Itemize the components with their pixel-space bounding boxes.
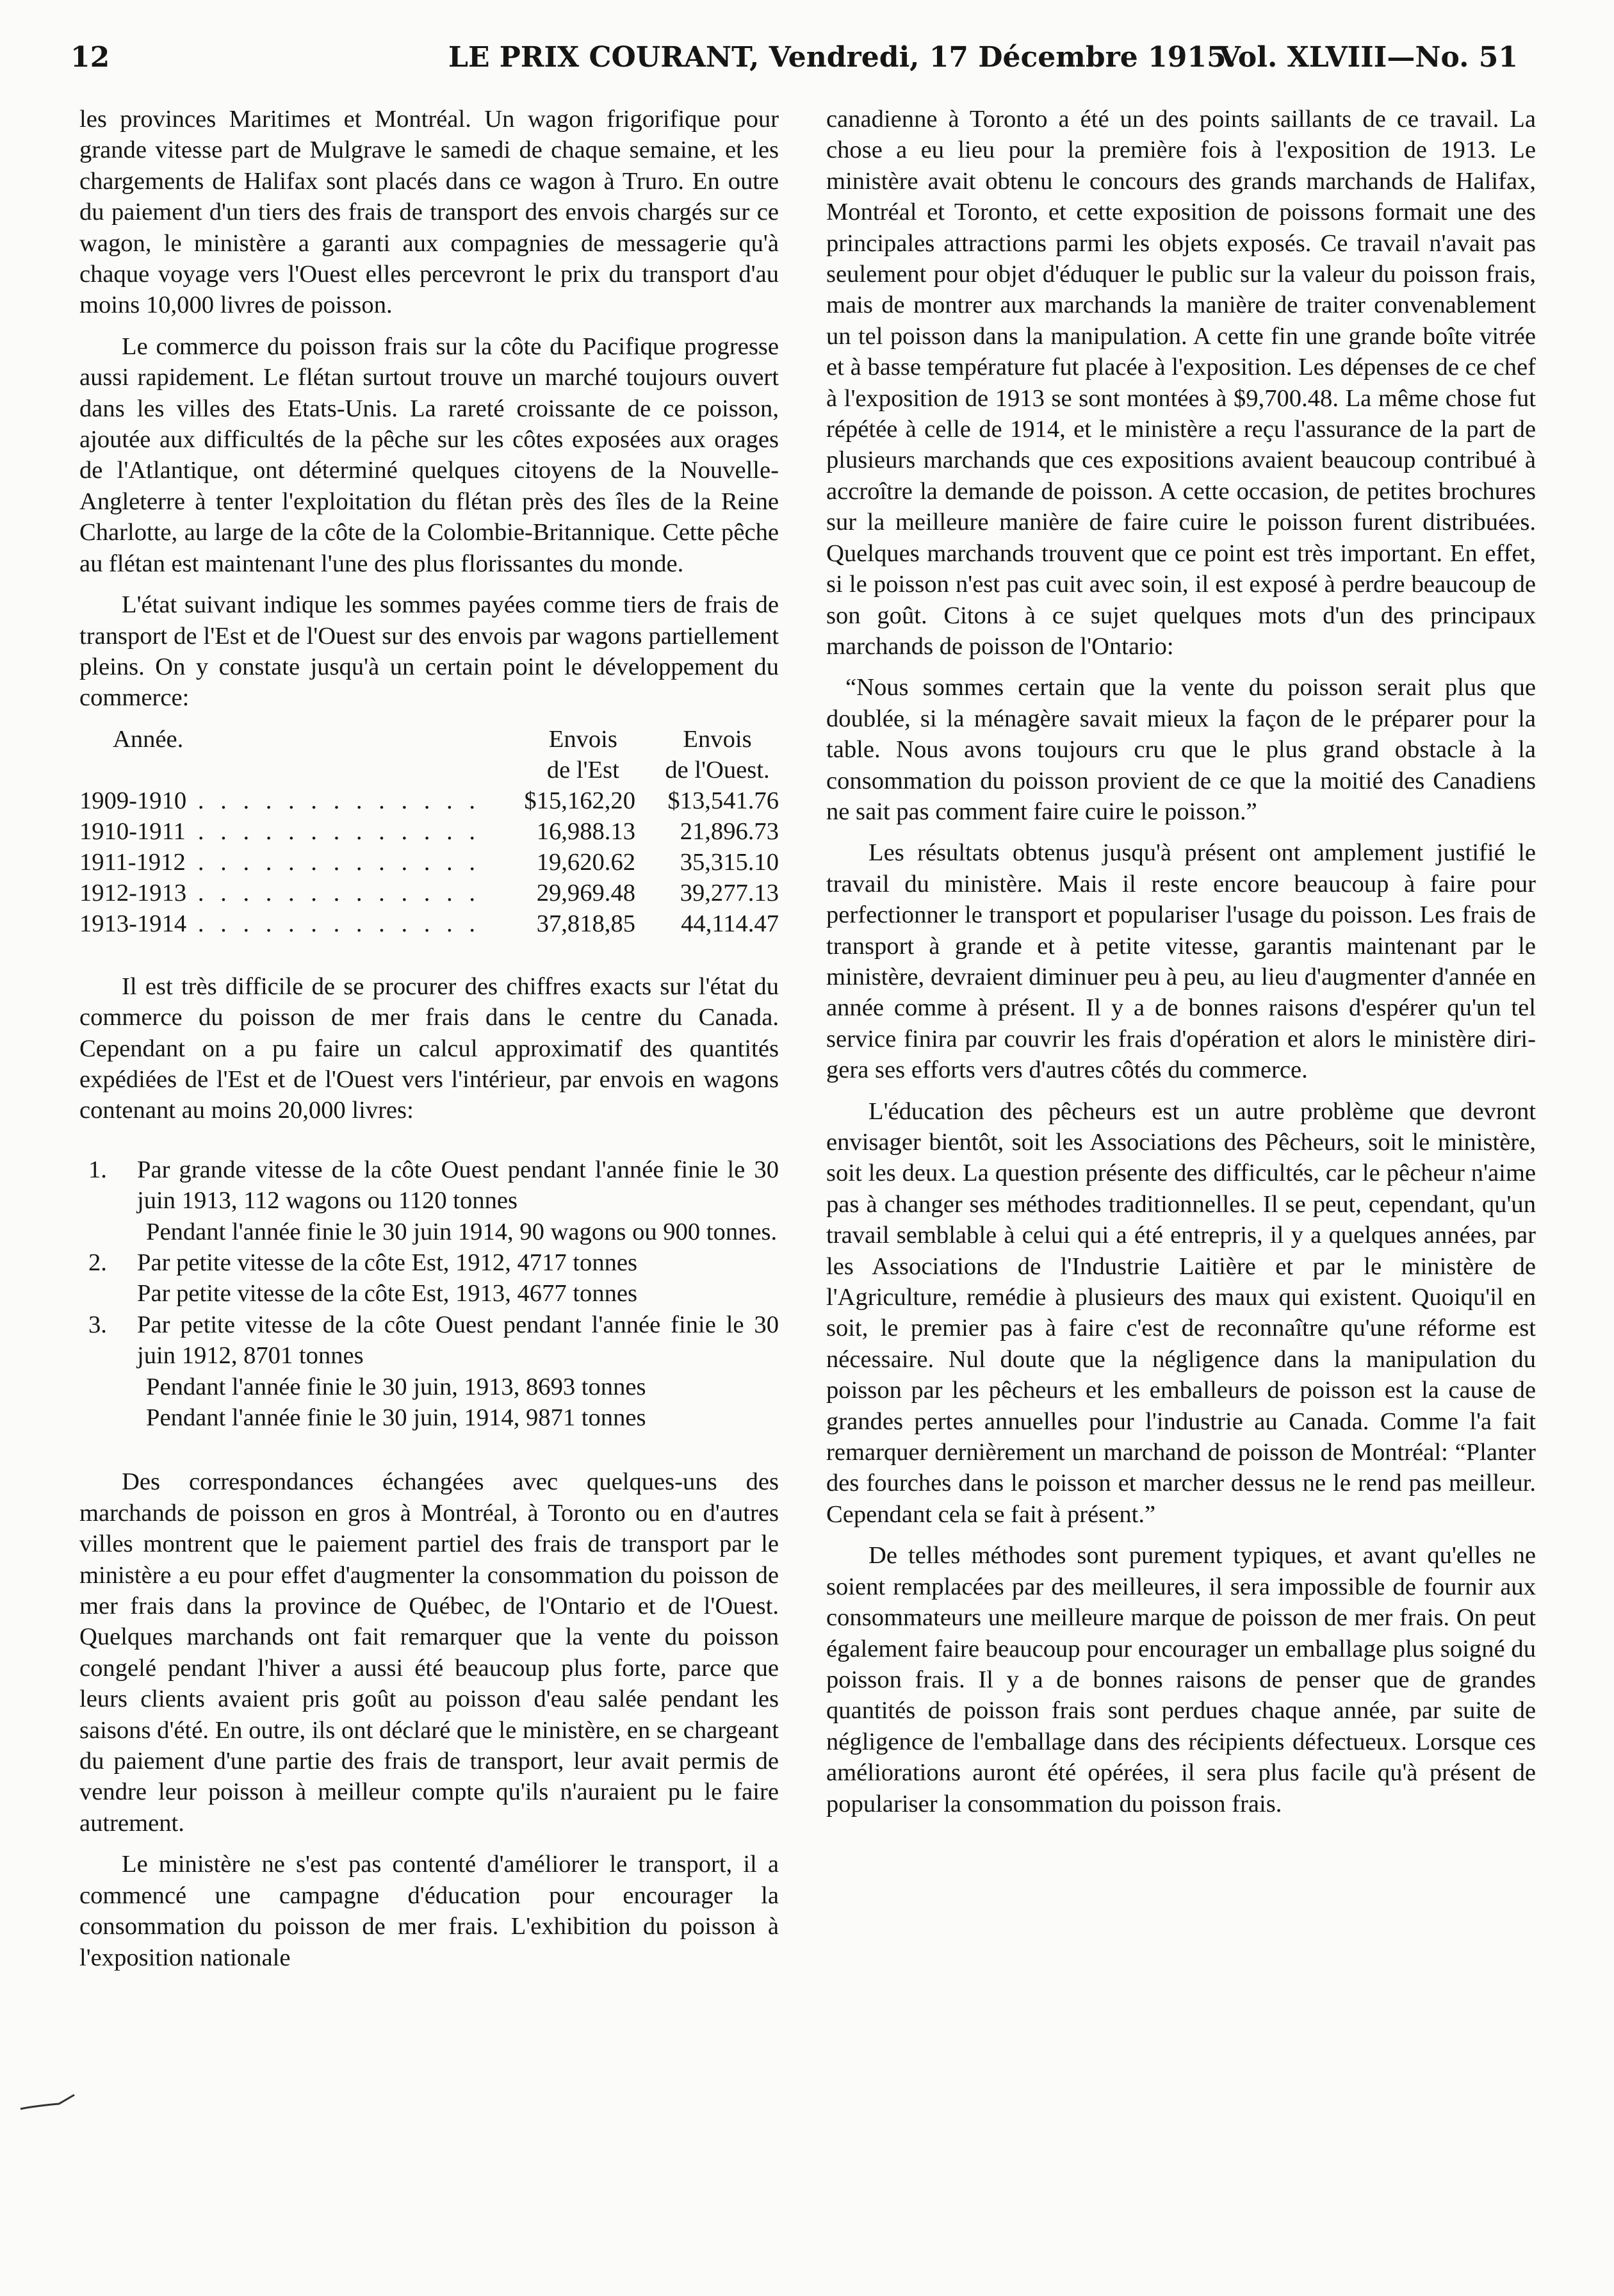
paragraph: De telles méthodes sont purement typiques, et avant qu'elles ne soient remplacées par des meilleures, il sera impossible de fournir aux consommateurs une meilleure marque de poisson de mer frais. On peut également faire beaucoup pour encourager un emballage plus soigné du poisson frais. Il y a de bonnes raisons de penser que de grandes quantités de poisson frais sont perdues chaque année, par suite de négligence de l'emballage dans des récipients défectueux. Lorsque ces améliorations auront été opérées, il sera plus facile qu'à présent de populariser la consommation du poisson frais. [826,1542,1536,1817]
paragraph: Les résultats obtenus jusqu'à présent ont amplement justifié le travail du ministère. Mais il reste encore beaucoup à faire pour perfectionner le transport et populariser l'usage du poisson. Les frais de transport à grande et à petite vitesse, garantis maintenant par le ministère, devraient diminuer peu à peu, au lieu d'augmenter d'année en année comme à présent. Il y a de bonnes raisons d'espérer qu'un tel service finira par couvrir les frais d'opération et alors le ministère dirigera ses efforts vers d'autres côtés du commerce. [826,839,1536,1084]
west-value: 44,114.47 [681,910,779,937]
east-value: $15,162,20 [524,787,636,814]
list-number: 2. [88,1249,107,1276]
leader-dots: . . . . . . . . . . . . . [197,848,480,876]
publication-title: LE PRIX COURANT, Vendredi, 17 Décembre 1915. [448,41,1236,74]
paragraph: Des correspondances échangées avec quelques-uns des marchands de poisson en gros à Montréal, à Toronto ou en d'autres villes montrent que le paiement partiel des frais de transport par le ministère a eu pour effet d'augmenter la consommation du poisson de mer frais dans la province de Québec, de l'Ontario et de l'Ouest. Quelques marchands ont fait remarquer que la vente du poisson congelé pendant l'hiver a aussi été beaucoup plus forte, parce que leurs clients avaient pris goût au poisson d'eau salée pendant les saisons d'été. En outre, ils ont déclaré que le ministère, en se chargeant du paiement d'une partie des frais de transport, leur avait permis de vendre leur poisson à meilleur compte qu'ils n'auraient pu le faire autrement. [79,1468,779,1837]
page-header [70,36,1518,81]
leader-dots: . . . . . . . . . . . . . [197,910,480,937]
west-value: $13,541.76 [667,787,779,814]
table-header-row [79,724,779,785]
year-cell: 1911-1912 [79,848,186,876]
table-row [79,847,779,878]
volume-number: Vol. XLVIII—No. 51 [1218,41,1518,74]
year-cell: 1910-1911 [79,817,186,845]
page-number: 12 [70,41,110,74]
east-header: Envois de l'Est [546,725,619,783]
west-value: 35,315.10 [680,848,779,876]
list-number: 1. [88,1156,107,1183]
east-value: 29,969.48 [536,879,636,906]
east-value: 19,620.62 [536,848,636,876]
list-item: 3. Par petite vitesse de la côte Ouest pendant l'année finie le 30 juin 1912, 8701 tonnes Pendant l'année finie le 30 juin, 1913, 8693 tonnes Pendant l'année finie le 30 juin, 1914, 9871 tonnes [79,1309,779,1434]
shipment-volume-list [79,1154,779,1434]
east-value: 37,818,85 [536,910,636,937]
table-row [79,785,779,816]
leader-dots: . . . . . . . . . . . . . [197,787,480,814]
east-value: 16,988.13 [536,817,636,845]
margin-pencil-mark [19,2090,77,2115]
list-number: 3. [88,1311,107,1338]
paragraph: canadienne à Toronto a été un des points saillants de ce travail. La chose a eu lieu pour la première fois à l'exposition de 1913. Le ministère avait obtenu le concours des grands marchands de Halifax, Montréal et Toronto, et cette exposition de poissons formait une des principales attractions parmi les objets exposés. Ce travail n'avait pas seulement pour objet d'éduquer le public sur la valeur du poisson frais, mais de montrer aux marchands la manière de traiter convenablement un tel poisson dans la manipulation. A cette fin une grande boîte vitrée et à basse température fut placée à l'exposition. Les dépenses de ce chef à l'exposition de 1913 se sont montées à $9,700.48. La même chose fut répétée à celle de 1914, et le ministère a reçu l'assurance de la part de plusieurs marchands que ces expositions avaient beaucoup contribué à accroître la demande de poisson. A cette occasion, de petites brochures sur la meilleure manière de faire cuire le poisson furent distribuées. Quelques marchands trouvent que ce point est très important. En effet, si le poisson n'est pas cuit avec soin, il est exposé à perdre beaucoup de son goût. Citons à ce sujet quelques mots d'un des principaux marchands de poisson de l'Ontario: [826,106,1536,660]
shipments-table [79,724,779,939]
paragraph: les provinces Maritimes et Montréal. Un wagon frigorifique pour grande vitesse part de Mulgrave le samedi de chaque semaine, et les chargements de Halifax sont placés dans ce wagon à Truro. En outre du paiement d'un tiers des frais de transport des envois chargés sur ce wagon, le ministère a garanti aux compagnies de messagerie qu'à chaque voyage vers l'Ouest elles percevront le prix du transport d'au moins 10,000 livres de poisson. [79,106,779,319]
list-item: 2. Par petite vitesse de la côte Est, 1912, 4717 tonnes Par petite vitesse de la côte Est, 1913, 4677 tonnes [79,1247,779,1309]
list-item: 1. Par grande vitesse de la côte Ouest pendant l'année finie le 30 juin 1913, 112 wagons ou 1120 tonnes Pendant l'année finie le 30 juin 1914, 90 wagons ou 900 tonnes. [79,1154,779,1247]
paragraph: Le commerce du poisson frais sur la côte du Pacifique progresse aussi rapidement. Le flétan surtout trouve un marché toujours ouvert dans les villes des Etats-Unis. La rareté croissante de ce poisson, ajoutée aux difficultés de la pêche sur les côtes exposées aux orages de l'Atlantique, ont déterminé quelques citoyens de la Nouvelle-Angleterre à tenter l'exploitation du flétan près des îles de la Reine Charlotte, au large de la côte de la Colombie-Britannique. Cette pêche au flétan est maintenant l'une des plus florissantes du monde. [79,332,779,577]
year-cell: 1913-1914 [79,910,187,937]
year-header: Année. [113,725,184,753]
table-row [79,878,779,908]
west-value: 39,277.13 [680,879,779,906]
table-row [79,908,779,939]
right-column [826,104,1536,1830]
west-header: Envois de l'Ouest. [665,725,770,783]
paragraph: L'état suivant indique les sommes payées comme tiers de frais de transport de l'Est et de l'Ouest sur des envois par wagons partiellement pleins. On y constate jusqu'à un certain point le développement du commerce: [79,591,779,712]
paragraph: L'éducation des pêcheurs est un autre problème que devront envisager bientôt, soit les Associations des Pêcheurs, soit le ministère, soit les deux. La question présente des difficultés, car le pêcheur n'aime pas à changer ses méthodes traditionnelles. Il se peut, cependant, qu'un travail semblable à celui qui a été entrepris, il y a quelques années, par les Associations de l'Industrie Laitière et par le ministère de l'Agriculture, remédie à plusieurs des maux qui existent. Quoiqu'il en soit, le premier pas à faire c'est de reconnaître qu'une réforme est nécessaire. Nul doute que la négligence dans la manipulation du poisson par les pêcheurs et les emballeurs de poisson est la cause de grandes pertes annuelles pour l'industrie au Canada. Comme l'a fait remarquer dernièrement un marchand de poisson de Montréal: “Planter des fourches dans le poisson et marcher dessus ne le rend pas meilleur. Cependant cela se fait à présent.” [826,1097,1536,1528]
paragraph: Le ministère ne s'est pas contenté d'améliorer le transport, il a commencé une campagne d'éducation pour encourager la consommation du poisson de mer frais. L'exhibition du poisson à l'exposition nationale [79,1851,779,1971]
leader-dots: . . . . . . . . . . . . . [197,817,480,845]
west-value: 21,896.73 [680,817,779,845]
quotation: “Nous sommes certain que la vente du poisson serait plus que doublée, si la ménagère savait mieux la façon de le préparer pour la table. Nous avons toujours cru que le plus grand obstacle à la consommation du poisson provient de ce que la moitié des Canadiens ne sait pas comment faire cuire le poisson.” [826,674,1536,825]
year-cell: 1912-1913 [79,879,187,906]
table-row [79,816,779,847]
paragraph: Il est très difficile de se procurer des chiffres exacts sur l'état du commerce du poisson de mer frais dans le centre du Canada. Cependant on a pu faire un calcul approximatif des quantités expédiées de l'Est et de l'Ouest vers l'intérieur, par envois en wagons contenant au moins 20,000 livres: [79,972,779,1124]
year-cell: 1909-1910 [79,787,187,814]
left-column [79,104,779,1983]
leader-dots: . . . . . . . . . . . . . [197,879,480,906]
